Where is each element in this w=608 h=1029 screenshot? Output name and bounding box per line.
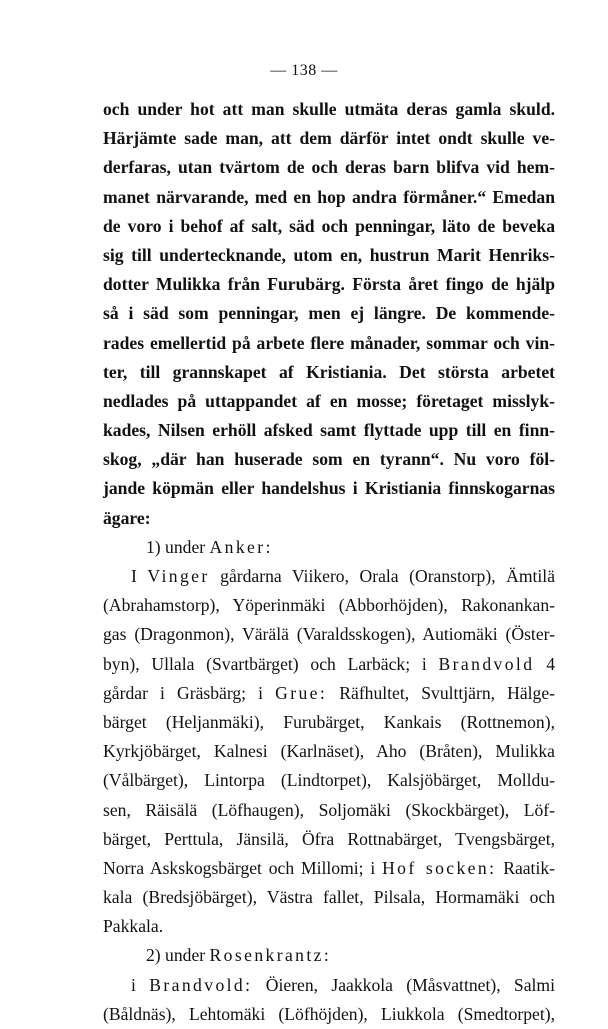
section-heading [103,533,555,562]
text-line: (Båldnäs), Lehtomäki (Löfhöjden), Liukkola (Smedtorpet), [103,1003,555,1024]
text-fragment: Räfhultet, Svulttjärn, Hälge- [339,682,555,703]
text-line: Kyrkjöbärget, Kalnesi (Karlnäset), Aho (Bråten), Mulikka [103,741,555,762]
text-line [103,650,555,679]
text-fragment: I [131,566,137,586]
text-fragment: byn), Ullala (Svartbärget) och Larbäck; i [103,653,427,674]
text-line: ägare: [103,507,151,528]
owner-name: Rosenkrantz: [209,945,332,966]
text-line: (Vålbärget), Lintorpa (Lindtorpet), Kalsjöbärget, Molldu- [103,770,555,791]
text-fragment: 4 [546,653,555,674]
text-line: jande köpmän eller handelshus i Kristiania finnskogarnas [103,478,555,499]
text-line: de voro i behof af salt, säd och penningar, läto de beveka [103,215,555,236]
text-line: rades emellertid på arbete flere månader, sommar och vin- [103,332,555,353]
text-line [103,971,555,1000]
text-fragment: Öieren, Jaakkola (Måsvattnet), Salmi [265,974,555,995]
parish-name: Grue: [275,682,328,703]
text-line: dotter Mulikka från Furubärg. Första året fingo de hjälp [103,274,555,295]
page-number: — 138 — [270,62,338,79]
section-heading-prefix: 1) under [146,536,206,557]
parish-name: Hof socken: [382,857,497,878]
text-line: skog, „där han huserade som en tyrann“. Nu voro föl- [103,449,555,470]
text-line: och under hot att man skulle utmäta deras gamla skuld. [103,99,555,119]
text-line: kades, Nilsen erhöll afsked samt flyttade upp till en finn- [103,420,555,441]
text-line: bärget, Perttula, Jänsilä, Öfra Rottnabärget, Tvengsbärget, [103,828,555,849]
text-line: manet närvarande, med en hop andra förmåner.“ Emedan [103,186,555,207]
text-line: Härjämte sade man, att dem därför intet ondt skulle ve- [103,128,555,149]
text-fragment: i [131,974,136,995]
text-line: sig till undertecknande, utom en, hustrun Marit Henriks- [103,244,555,265]
text-body [103,95,555,1029]
text-line [103,562,555,591]
text-line [103,854,555,883]
text-line: kala (Bredsjöbärget), Västra fallet, Pilsala, Hormamäki och [103,887,555,908]
text-line: Pakkala. [103,916,164,937]
text-line: bärget (Heljanmäki), Furubärget, Kankais (Rottnemon), [103,711,555,732]
text-fragment: Norra Askskogsbärget och Millomi; i [103,857,376,878]
text-line [103,679,555,708]
text-line: så i säd som penningar, men ej längre. De kommende- [103,303,555,324]
section-heading-prefix: 2) under [146,945,206,966]
text-line: gas (Dragonmon), Värälä (Varaldsskogen), Autiomäki (Öster- [103,624,555,645]
text-line: derfaras, utan tvärtom de och deras barn blifva vid hem- [103,157,555,178]
parish-name: Vinger [147,566,210,586]
text-fragment: Raatik- [503,857,555,878]
text-line: ter, till grannskapet af Kristiania. Det största arbetet [103,361,555,382]
text-line: nedlades på uttappandet af en mosse; företaget misslyk- [103,390,555,411]
text-fragment: gårdarna Viikero, Orala (Oranstorp), Ämtilä [220,566,556,586]
parish-name: Brandvold [438,653,535,674]
text-line: (Abrahamstorp), Yöperinmäki (Abborhöjden), Rakonankan- [103,595,555,616]
text-fragment: gårdar i Gräsbärg; i [103,682,264,703]
owner-name: Anker: [209,536,273,557]
section-heading [103,941,555,970]
parish-name: Brandvold: [149,974,253,995]
text-line: sen, Räisälä (Löfhaugen), Soljomäki (Skockbärget), Löf- [103,799,555,820]
